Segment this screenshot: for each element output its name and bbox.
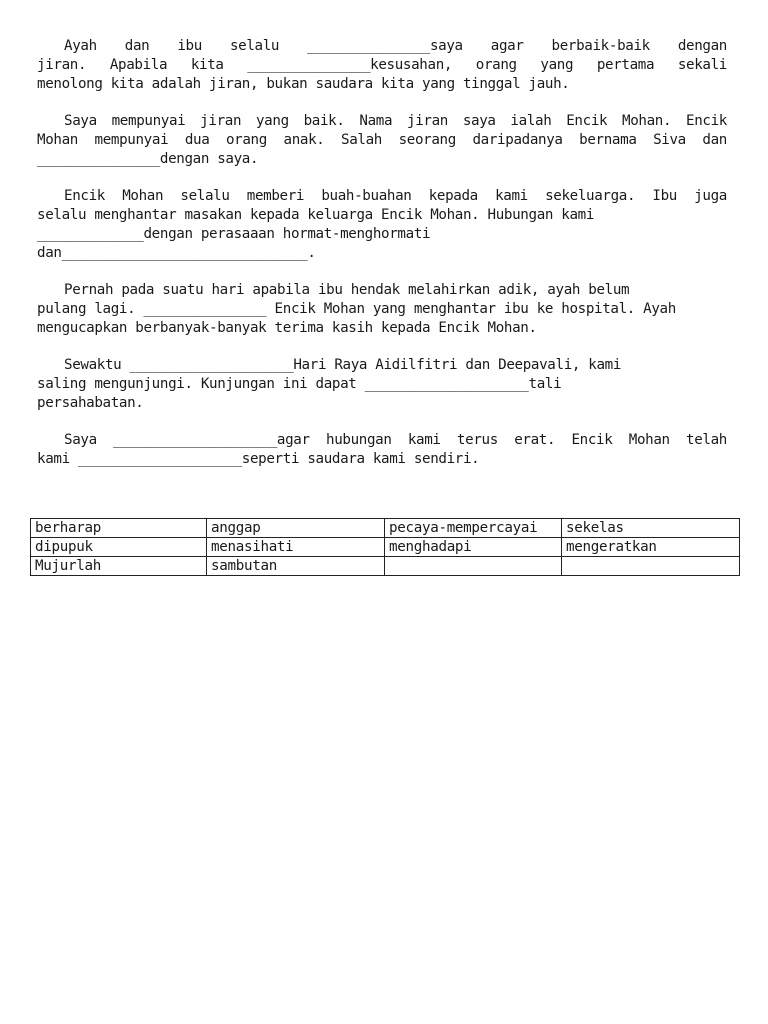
word-cell: anggap <box>207 519 385 538</box>
paragraph-5 <box>37 356 727 413</box>
paragraph-2 <box>37 112 727 169</box>
passage-line: _____________dengan perasaaan hormat-menghormati <box>37 226 431 242</box>
paragraph-1 <box>37 37 727 94</box>
passage-line: kami ____________________seperti saudara kami sendiri. <box>37 451 480 467</box>
paragraph-6 <box>37 431 727 469</box>
empty-cell <box>385 557 562 576</box>
table-row <box>31 538 740 557</box>
word-cell: berharap <box>31 519 207 538</box>
passage-line: dan______________________________. <box>37 245 316 261</box>
word-cell: Mujurlah <box>31 557 207 576</box>
passage-line: Mohan mempunyai dua orang anak. Salah seorang daripadanya bernama Siva dan <box>37 132 727 148</box>
word-cell: menghadapi <box>385 538 562 557</box>
passage-line: Ayah dan ibu selalu _______________saya agar berbaik-baik dengan <box>64 38 727 54</box>
empty-cell <box>562 557 740 576</box>
word-cell: menasihati <box>207 538 385 557</box>
passage <box>37 37 727 487</box>
word-cell: mengeratkan <box>562 538 740 557</box>
table-row <box>31 519 740 538</box>
passage-line: saling mengunjungi. Kunjungan ini dapat ____________________tali <box>37 376 562 392</box>
passage-line: Encik Mohan selalu memberi buah-buahan kepada kami sekeluarga. Ibu juga <box>64 188 727 204</box>
paragraph-4 <box>37 281 727 338</box>
passage-line: menolong kita adalah jiran, bukan saudara kita yang tinggal jauh. <box>37 76 570 92</box>
word-cell: sekelas <box>562 519 740 538</box>
word-cell: dipupuk <box>31 538 207 557</box>
passage-line: Saya mempunyai jiran yang baik. Nama jiran saya ialah Encik Mohan. Encik <box>64 113 727 129</box>
passage-line: pulang lagi. _______________ Encik Mohan yang menghantar ibu ke hospital. Ayah <box>37 301 676 317</box>
word-cell: pecaya-mempercayai <box>385 519 562 538</box>
word-cell: sambutan <box>207 557 385 576</box>
passage-line: _______________dengan saya. <box>37 151 259 167</box>
passage-line: mengucapkan berbanyak-banyak terima kasih kepada Encik Mohan. <box>37 320 537 336</box>
passage-line: Saya ____________________agar hubungan kami terus erat. Encik Mohan telah <box>64 432 727 448</box>
passage-line: selalu menghantar masakan kepada keluarga Encik Mohan. Hubungan kami <box>37 207 595 223</box>
passage-line: Pernah pada suatu hari apabila ibu hendak melahirkan adik, ayah belum <box>64 282 630 298</box>
word-bank-table <box>30 518 740 576</box>
passage-line: jiran. Apabila kita _______________kesusahan, orang yang pertama sekali <box>37 57 727 73</box>
paragraph-3 <box>37 187 727 263</box>
passage-line: Sewaktu ____________________Hari Raya Aidilfitri dan Deepavali, kami <box>64 357 622 373</box>
passage-line: persahabatan. <box>37 395 144 411</box>
table-row <box>31 557 740 576</box>
